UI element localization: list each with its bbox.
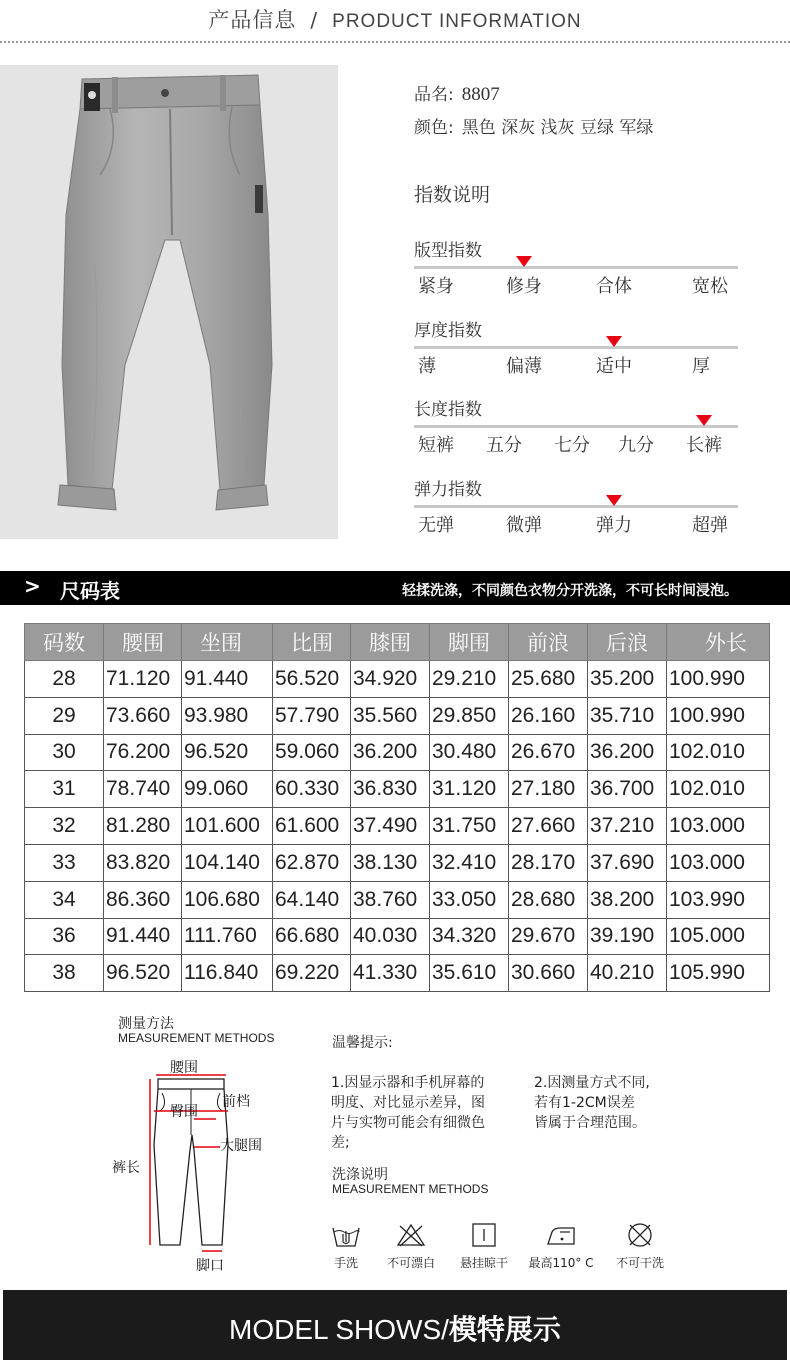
table-cell: 59.060 — [273, 734, 351, 771]
table-cell: 96.520 — [104, 955, 182, 992]
index-option: 薄 — [418, 356, 436, 377]
table-cell: 41.330 — [351, 955, 430, 992]
table-cell: 33.050 — [430, 881, 509, 918]
table-header-cell: 后浪 — [588, 624, 667, 661]
model-shows-banner — [3, 1290, 787, 1360]
header-title — [0, 4, 790, 34]
table-cell: 36.200 — [351, 734, 430, 771]
table-cell: 38.760 — [351, 881, 430, 918]
table-cell: 32 — [25, 808, 104, 845]
table-cell: 81.280 — [104, 808, 182, 845]
care-label: 悬挂晾干 — [459, 1256, 508, 1270]
no-bleach-icon — [396, 1222, 426, 1248]
index-bar — [414, 505, 738, 508]
table-cell: 38.200 — [588, 881, 667, 918]
header-title-cn: 产品信息 — [208, 8, 297, 32]
index-options — [414, 272, 738, 300]
care-label: 不可漂白 — [386, 1256, 435, 1270]
table-cell: 29.210 — [430, 661, 509, 698]
tip-2-line: 皆属于合理范围。 — [534, 1115, 646, 1131]
size-table — [24, 623, 770, 992]
index-bar — [414, 266, 738, 269]
tips-title: 温馨提示: — [332, 1035, 393, 1051]
table-cell: 27.660 — [509, 808, 588, 845]
table-cell: 64.140 — [273, 881, 351, 918]
size-chart-bar — [0, 571, 790, 605]
table-cell: 61.600 — [273, 808, 351, 845]
product-color-value: 黑色 深灰 浅灰 豆绿 军绿 — [461, 118, 654, 138]
product-color-row — [414, 113, 653, 138]
tip-2-line: 若有1-2CM误差 — [534, 1095, 635, 1111]
table-cell: 35.710 — [588, 697, 667, 734]
index-option: 紧身 — [418, 276, 454, 297]
table-cell: 83.820 — [104, 844, 182, 881]
iron-icon — [544, 1222, 578, 1248]
care-label: 手洗 — [333, 1256, 358, 1270]
index-option: 九分 — [618, 435, 654, 456]
table-cell: 30.480 — [430, 734, 509, 771]
product-name-row — [414, 80, 500, 106]
waist-label: 腰围 — [170, 1060, 198, 1076]
table-cell: 105.000 — [667, 918, 770, 955]
index-options — [414, 511, 738, 539]
table-cell: 34.920 — [351, 661, 430, 698]
table-cell: 103.990 — [667, 881, 770, 918]
table-cell: 30 — [25, 734, 104, 771]
table-header-cell: 脚围 — [430, 624, 509, 661]
table-cell: 34.320 — [430, 918, 509, 955]
care-item-no-dry-clean — [600, 1222, 680, 1271]
table-cell: 103.000 — [667, 808, 770, 845]
table-cell: 26.670 — [509, 734, 588, 771]
table-cell: 32.410 — [430, 844, 509, 881]
table-cell: 100.990 — [667, 661, 770, 698]
table-cell: 31 — [25, 771, 104, 808]
table-cell: 66.680 — [273, 918, 351, 955]
index-bar — [414, 346, 738, 349]
index-row — [414, 395, 738, 465]
table-cell: 96.520 — [182, 734, 273, 771]
table-cell: 34 — [25, 881, 104, 918]
table-row — [25, 697, 770, 734]
table-header-cell: 腰围 — [104, 624, 182, 661]
table-cell: 36 — [25, 918, 104, 955]
measurement-title: 测量方法 — [118, 1016, 174, 1032]
table-cell: 28.170 — [509, 844, 588, 881]
no-dry-clean-icon — [625, 1222, 655, 1248]
table-cell: 103.000 — [667, 844, 770, 881]
table-row — [25, 844, 770, 881]
index-option: 弹力 — [596, 515, 632, 536]
table-header-cell: 外长 — [667, 624, 770, 661]
header-title-en: PRODUCT INFORMATION — [332, 11, 582, 32]
table-cell: 91.440 — [104, 918, 182, 955]
table-cell: 101.600 — [182, 808, 273, 845]
model-shows-title-cn: 模特展示 — [448, 1313, 561, 1346]
index-option: 微弹 — [506, 515, 542, 536]
care-item-hang-dry — [444, 1222, 524, 1271]
index-option: 合体 — [596, 276, 632, 297]
table-cell: 102.010 — [667, 734, 770, 771]
table-cell: 37.690 — [588, 844, 667, 881]
tip-2 — [534, 1073, 650, 1133]
table-cell: 116.840 — [182, 955, 273, 992]
pants-image — [0, 65, 338, 539]
table-cell: 102.010 — [667, 771, 770, 808]
index-option: 修身 — [506, 276, 542, 297]
washing-subtitle: MEASUREMENT METHODS — [332, 1182, 489, 1196]
table-cell: 35.610 — [430, 955, 509, 992]
table-cell: 30.660 — [509, 955, 588, 992]
table-cell: 36.700 — [588, 771, 667, 808]
model-shows-title-en: MODEL SHOWS/ — [229, 1314, 449, 1345]
table-cell: 60.330 — [273, 771, 351, 808]
index-label: 弹力指数 — [414, 480, 482, 500]
index-options — [414, 431, 738, 459]
table-row — [25, 808, 770, 845]
table-cell: 26.160 — [509, 697, 588, 734]
size-chart-note: 轻揉洗涤，不同颜色衣物分开洗涤，不可长时间浸泡。 — [402, 583, 738, 599]
size-chart-title: 尺码表 — [60, 579, 120, 603]
tip-1-line: 明度、对比显示差异，图 — [331, 1095, 485, 1111]
table-cell: 93.980 — [182, 697, 273, 734]
tip-1-line: 差; — [331, 1135, 350, 1151]
product-color-label: 颜色: — [414, 118, 454, 138]
hand-wash-icon — [331, 1222, 361, 1248]
care-item-no-bleach — [371, 1222, 451, 1271]
index-option: 七分 — [554, 435, 590, 456]
table-row — [25, 955, 770, 992]
index-label: 长度指数 — [414, 400, 482, 420]
header-divider — [0, 41, 790, 43]
front-rise-label: 前档 — [222, 1094, 250, 1110]
table-cell: 40.030 — [351, 918, 430, 955]
table-cell: 29.850 — [430, 697, 509, 734]
table-cell: 104.140 — [182, 844, 273, 881]
table-cell: 86.360 — [104, 881, 182, 918]
table-cell: 38 — [25, 955, 104, 992]
model-shows-title — [3, 1308, 787, 1348]
index-marker-icon — [606, 336, 622, 347]
table-cell: 37.210 — [588, 808, 667, 845]
chevron-right-icon: > — [24, 574, 41, 598]
page-header — [0, 0, 790, 44]
index-option: 厚 — [692, 356, 710, 377]
index-row — [414, 316, 738, 386]
product-name-label: 品名: — [414, 85, 454, 105]
tip-1 — [331, 1073, 485, 1153]
index-label: 版型指数 — [414, 241, 482, 261]
index-row — [414, 475, 738, 545]
table-cell: 37.490 — [351, 808, 430, 845]
product-name-value: 8807 — [461, 84, 500, 105]
index-bar — [414, 425, 738, 428]
table-cell: 105.990 — [667, 955, 770, 992]
table-cell: 36.200 — [588, 734, 667, 771]
table-header-cell: 码数 — [25, 624, 104, 661]
table-cell: 31.750 — [430, 808, 509, 845]
hip-label: 臀围 — [170, 1104, 198, 1120]
table-cell: 99.060 — [182, 771, 273, 808]
index-option: 适中 — [596, 356, 632, 377]
index-row — [414, 236, 738, 306]
table-cell: 25.680 — [509, 661, 588, 698]
table-row — [25, 881, 770, 918]
table-cell: 28 — [25, 661, 104, 698]
table-cell: 76.200 — [104, 734, 182, 771]
index-option: 无弹 — [418, 515, 454, 536]
table-cell: 33 — [25, 844, 104, 881]
index-option: 超弹 — [692, 515, 728, 536]
table-cell: 35.200 — [588, 661, 667, 698]
header-separator: / — [310, 8, 319, 32]
table-cell: 29.670 — [509, 918, 588, 955]
table-row — [25, 918, 770, 955]
table-cell: 36.830 — [351, 771, 430, 808]
product-photo — [0, 65, 338, 539]
table-cell: 35.560 — [351, 697, 430, 734]
care-label: 最高110° C — [528, 1256, 594, 1270]
table-header-cell: 坐围 — [182, 624, 273, 661]
table-cell: 111.760 — [182, 918, 273, 955]
index-option: 偏薄 — [506, 356, 542, 377]
index-marker-icon — [696, 415, 712, 426]
table-row — [25, 661, 770, 698]
index-option: 宽松 — [692, 276, 728, 297]
index-marker-icon — [606, 495, 622, 506]
table-header-cell: 膝围 — [351, 624, 430, 661]
table-cell: 31.120 — [430, 771, 509, 808]
table-cell: 29 — [25, 697, 104, 734]
table-cell: 69.220 — [273, 955, 351, 992]
table-cell: 57.790 — [273, 697, 351, 734]
table-body — [25, 661, 770, 992]
index-option: 长裤 — [686, 435, 722, 456]
thigh-label: 大腿围 — [220, 1138, 262, 1154]
table-cell: 91.440 — [182, 661, 273, 698]
table-cell: 78.740 — [104, 771, 182, 808]
index-option: 五分 — [486, 435, 522, 456]
table-cell: 56.520 — [273, 661, 351, 698]
table-cell: 28.680 — [509, 881, 588, 918]
table-cell: 40.210 — [588, 955, 667, 992]
hem-label: 脚口 — [196, 1258, 224, 1274]
tip-1-line: 片与实物可能会有细微色 — [331, 1115, 485, 1131]
measurement-diagram — [110, 1055, 300, 1275]
index-options — [414, 352, 738, 380]
index-option: 短裤 — [418, 435, 454, 456]
tip-1-line: 1.因显示器和手机屏幕的 — [331, 1075, 485, 1091]
tip-2-line: 2.因测量方式不同, — [534, 1075, 650, 1091]
care-item-iron — [521, 1222, 601, 1271]
table-row — [25, 734, 770, 771]
table-cell: 106.680 — [182, 881, 273, 918]
table-header-cell: 前浪 — [509, 624, 588, 661]
length-label: 裤长 — [112, 1160, 140, 1176]
table-cell: 62.870 — [273, 844, 351, 881]
table-header-cell: 比围 — [273, 624, 351, 661]
index-label: 厚度指数 — [414, 321, 482, 341]
table-cell: 73.660 — [104, 697, 182, 734]
index-section-title: 指数说明 — [414, 184, 491, 206]
washing-title: 洗涤说明 — [332, 1167, 388, 1183]
table-cell: 27.180 — [509, 771, 588, 808]
table-header-row — [25, 624, 770, 661]
table-cell: 100.990 — [667, 697, 770, 734]
table-cell: 71.120 — [104, 661, 182, 698]
table-row — [25, 771, 770, 808]
hang-dry-icon — [469, 1222, 499, 1248]
measurement-subtitle: MEASUREMENT METHODS — [118, 1031, 275, 1045]
index-marker-icon — [516, 256, 532, 267]
table-cell: 38.130 — [351, 844, 430, 881]
table-cell: 39.190 — [588, 918, 667, 955]
care-label: 不可干洗 — [615, 1256, 664, 1270]
